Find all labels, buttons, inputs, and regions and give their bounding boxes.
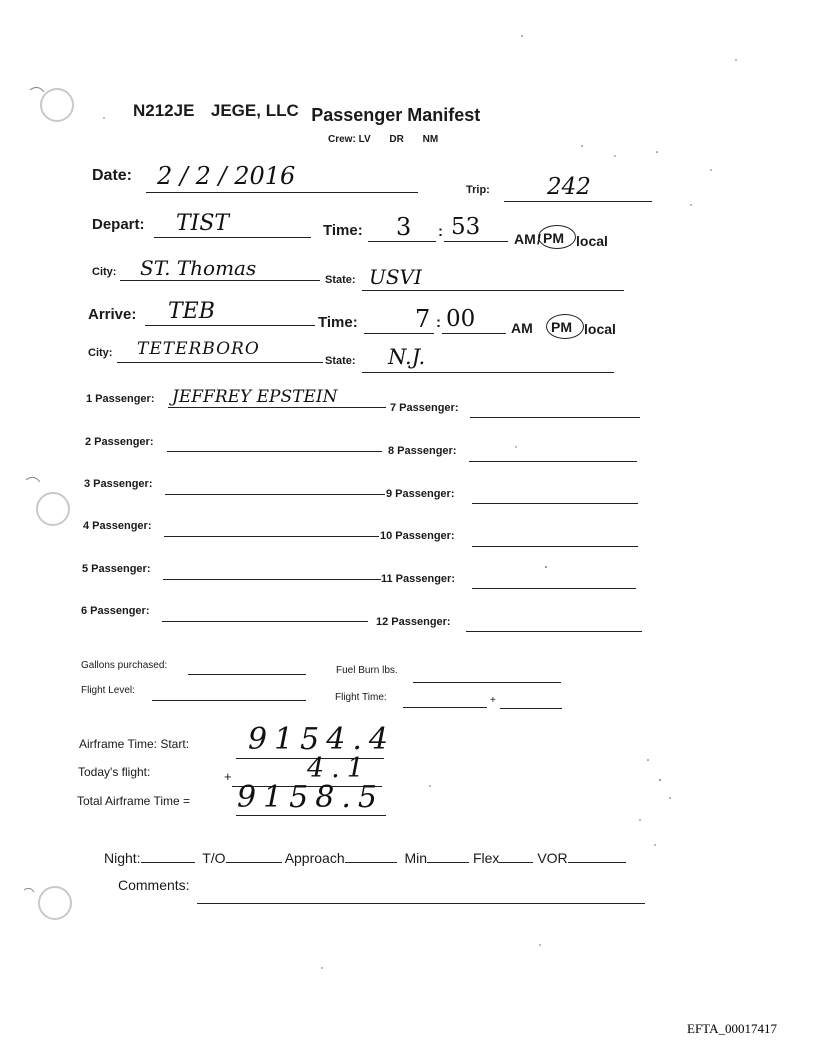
date-line	[146, 192, 418, 193]
arrive-pm[interactable]: PM	[551, 319, 572, 335]
passenger-12-line	[466, 631, 642, 632]
flex-label: Flex	[472, 850, 500, 866]
depart-slash: /	[537, 231, 541, 247]
arrive-value[interactable]: TEB	[168, 299, 215, 324]
passenger-5-label: 5 Passenger:	[82, 563, 151, 575]
vor-label: VOR	[537, 850, 568, 866]
passenger-2-line	[167, 451, 382, 452]
arrive-state[interactable]: N.J.	[388, 345, 426, 369]
depart-local: local	[576, 233, 608, 249]
depart-pm[interactable]: PM	[543, 230, 564, 246]
flight-level-line	[152, 700, 306, 701]
depart-hour-line	[368, 241, 436, 242]
passenger-11-line	[472, 588, 636, 589]
binder-hole-middle	[36, 492, 70, 526]
flight-time-line-1	[403, 707, 487, 708]
flight-level-label: Flight Level:	[81, 685, 135, 696]
depart-am: AM	[514, 231, 536, 247]
passenger-1-line	[168, 407, 386, 408]
gallons-label: Gallons purchased:	[81, 660, 168, 671]
today-flight-value[interactable]: 4.1	[307, 753, 371, 784]
binder-hole-top	[40, 88, 74, 122]
trip-value[interactable]: 242	[547, 174, 591, 200]
to-label: T/O	[202, 850, 226, 866]
passenger-3-label: 3 Passenger:	[84, 478, 153, 490]
arrive-label: Arrive:	[88, 306, 137, 323]
depart-minute[interactable]: 53	[451, 214, 481, 240]
passenger-6-label: 6 Passenger:	[81, 605, 150, 617]
arrive-time-label: Time:	[318, 314, 358, 331]
arrive-line	[145, 325, 315, 326]
crew-line	[328, 134, 438, 145]
passenger-2-label: 2 Passenger:	[85, 436, 154, 448]
total-airframe-label: Total Airframe Time =	[77, 794, 191, 808]
depart-city-line	[120, 280, 320, 281]
trip-line	[504, 201, 652, 202]
trip-label: Trip:	[466, 184, 490, 196]
date-label: Date:	[92, 167, 133, 184]
arrive-hour-line	[364, 333, 434, 334]
crew-member: LV	[358, 134, 371, 145]
depart-minute-line	[444, 241, 508, 242]
vor-blank[interactable]	[568, 862, 626, 863]
passenger-6-line	[162, 621, 368, 622]
arrive-city-line	[117, 362, 323, 363]
document-id: EFTA_00017417	[687, 1021, 777, 1036]
passenger-4-line	[164, 536, 379, 537]
passenger-10-line	[472, 546, 638, 547]
airframe-start-label: Airframe Time: Start:	[79, 737, 190, 751]
footer-fields-row	[104, 850, 626, 866]
depart-city-label: City:	[92, 266, 117, 278]
depart-hour[interactable]: 3	[396, 213, 412, 241]
depart-line	[154, 237, 311, 238]
depart-time-colon: :	[438, 223, 443, 240]
arrive-state-label: State:	[325, 355, 356, 367]
depart-state-label: State:	[325, 274, 356, 286]
passenger-3-line	[165, 494, 385, 495]
page-title	[133, 100, 481, 125]
approach-blank[interactable]	[345, 862, 397, 863]
passenger-5-line	[163, 579, 381, 580]
passenger-9-label: 9 Passenger:	[386, 488, 455, 500]
arrive-state-line	[362, 372, 614, 373]
crew-label: Crew:	[328, 134, 356, 145]
depart-value[interactable]: TIST	[176, 211, 230, 236]
comments-line[interactable]	[197, 903, 645, 904]
crew-member: DR	[389, 134, 404, 145]
passenger-9-line	[472, 503, 638, 504]
arrive-time-colon: :	[436, 314, 441, 331]
airframe-start-value[interactable]: 9154.4	[248, 722, 395, 757]
passenger-4-label: 4 Passenger:	[83, 520, 152, 532]
arrive-city-label: City:	[88, 347, 113, 359]
passenger-10-label: 10 Passenger:	[380, 530, 455, 542]
passenger-11-label: 11 Passenger:	[381, 573, 455, 585]
fuel-burn-label: Fuel Burn lbs.	[336, 665, 398, 676]
company-name: JEGE, LLC	[210, 101, 299, 120]
total-airframe-value[interactable]: 9158.5	[237, 780, 384, 815]
night-label: Night:	[104, 850, 141, 866]
passenger-1-label: 1 Passenger:	[86, 393, 155, 405]
flight-time-label: Flight Time:	[335, 692, 387, 703]
min-label: Min	[404, 850, 428, 866]
arrive-minute-line	[442, 333, 506, 334]
passenger-12-label: 12 Passenger:	[376, 616, 451, 628]
binder-hole-bottom	[38, 886, 72, 920]
comments-label: Comments:	[118, 877, 190, 893]
approach-label: Approach	[284, 850, 345, 866]
flight-time-line-2	[500, 708, 562, 709]
depart-city[interactable]: ST. Thomas	[140, 256, 257, 280]
depart-state[interactable]: USVI	[369, 265, 422, 289]
total-airframe-line	[236, 815, 386, 816]
night-blank[interactable]	[141, 862, 195, 863]
depart-label: Depart:	[92, 216, 145, 233]
passenger-1-name[interactable]: JEFFREY EPSTEIN	[172, 387, 338, 407]
today-flight-plus: +	[224, 769, 232, 784]
arrive-hour[interactable]: 7	[415, 305, 431, 333]
passenger-8-label: 8 Passenger:	[388, 445, 457, 457]
arrive-local: local	[584, 321, 616, 337]
passenger-7-label: 7 Passenger:	[390, 402, 459, 414]
to-blank[interactable]	[226, 862, 282, 863]
crew-member: NM	[422, 134, 439, 145]
depart-time-label: Time:	[323, 222, 363, 239]
arrive-city[interactable]: TETERBORO	[137, 339, 260, 359]
date-value[interactable]: 2 / 2 / 2016	[157, 162, 296, 190]
manifest-title: Passenger Manifest	[311, 105, 481, 125]
flex-blank[interactable]	[499, 862, 533, 863]
passenger-7-line	[470, 417, 640, 418]
arrive-am: AM	[511, 320, 533, 336]
fuel-burn-line	[413, 682, 561, 683]
tail-number: N212JE	[133, 101, 195, 120]
min-blank[interactable]	[427, 862, 469, 863]
gallons-line	[188, 674, 306, 675]
today-flight-label: Today's flight:	[78, 765, 151, 779]
flight-time-plus: +	[490, 695, 496, 706]
passenger-8-line	[469, 461, 637, 462]
arrive-minute[interactable]: 00	[446, 306, 476, 332]
depart-state-line	[362, 290, 624, 291]
